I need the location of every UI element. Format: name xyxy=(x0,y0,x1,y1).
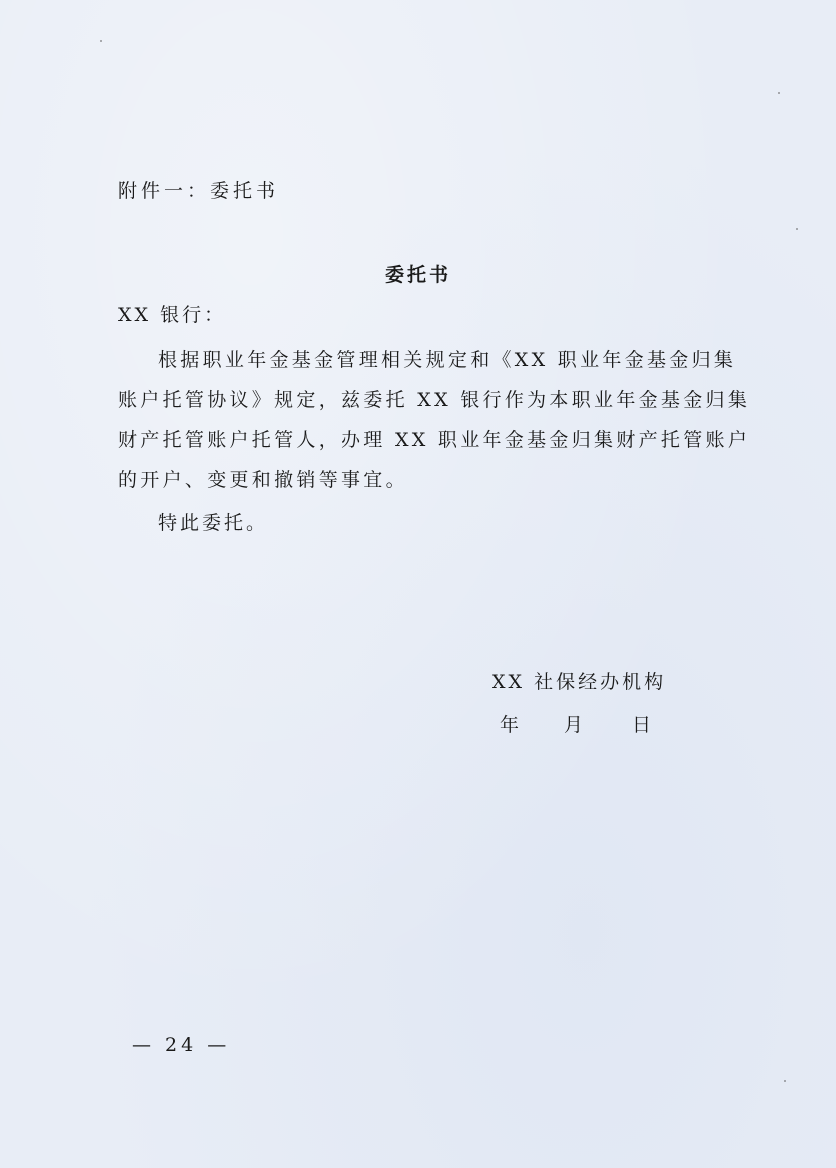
attachment-label: 附件一：委托书 xyxy=(118,180,280,202)
scan-speck xyxy=(778,92,780,94)
body-line: 的开户、变更和撤销等事宜。 xyxy=(118,469,408,491)
body-line: 财产托管账户托管人，办理 XX 职业年金基金归集财产托管账户 xyxy=(118,429,751,451)
addressee: XX 银行： xyxy=(118,304,227,326)
date-day-label: 日 xyxy=(632,714,652,736)
page-number: — 24 — xyxy=(132,1034,231,1056)
closing-text: 特此委托。 xyxy=(158,512,269,534)
body-line: 账户托管协议》规定，兹委托 XX 银行作为本职业年金基金归集 xyxy=(118,389,751,411)
date-month-label: 月 xyxy=(564,714,584,736)
document-title-text: 委托书 xyxy=(384,264,451,286)
scan-speck xyxy=(100,40,102,42)
date-year-label: 年 xyxy=(500,714,520,736)
signature-org-name: XX 社保经办机构 xyxy=(492,671,667,693)
scan-speck xyxy=(784,1080,786,1082)
body-paragraph xyxy=(118,340,751,500)
document-title xyxy=(0,260,836,287)
scan-speck xyxy=(796,228,798,230)
body-line: 根据职业年金基金管理相关规定和《XX 职业年金基金归集 xyxy=(158,349,737,371)
